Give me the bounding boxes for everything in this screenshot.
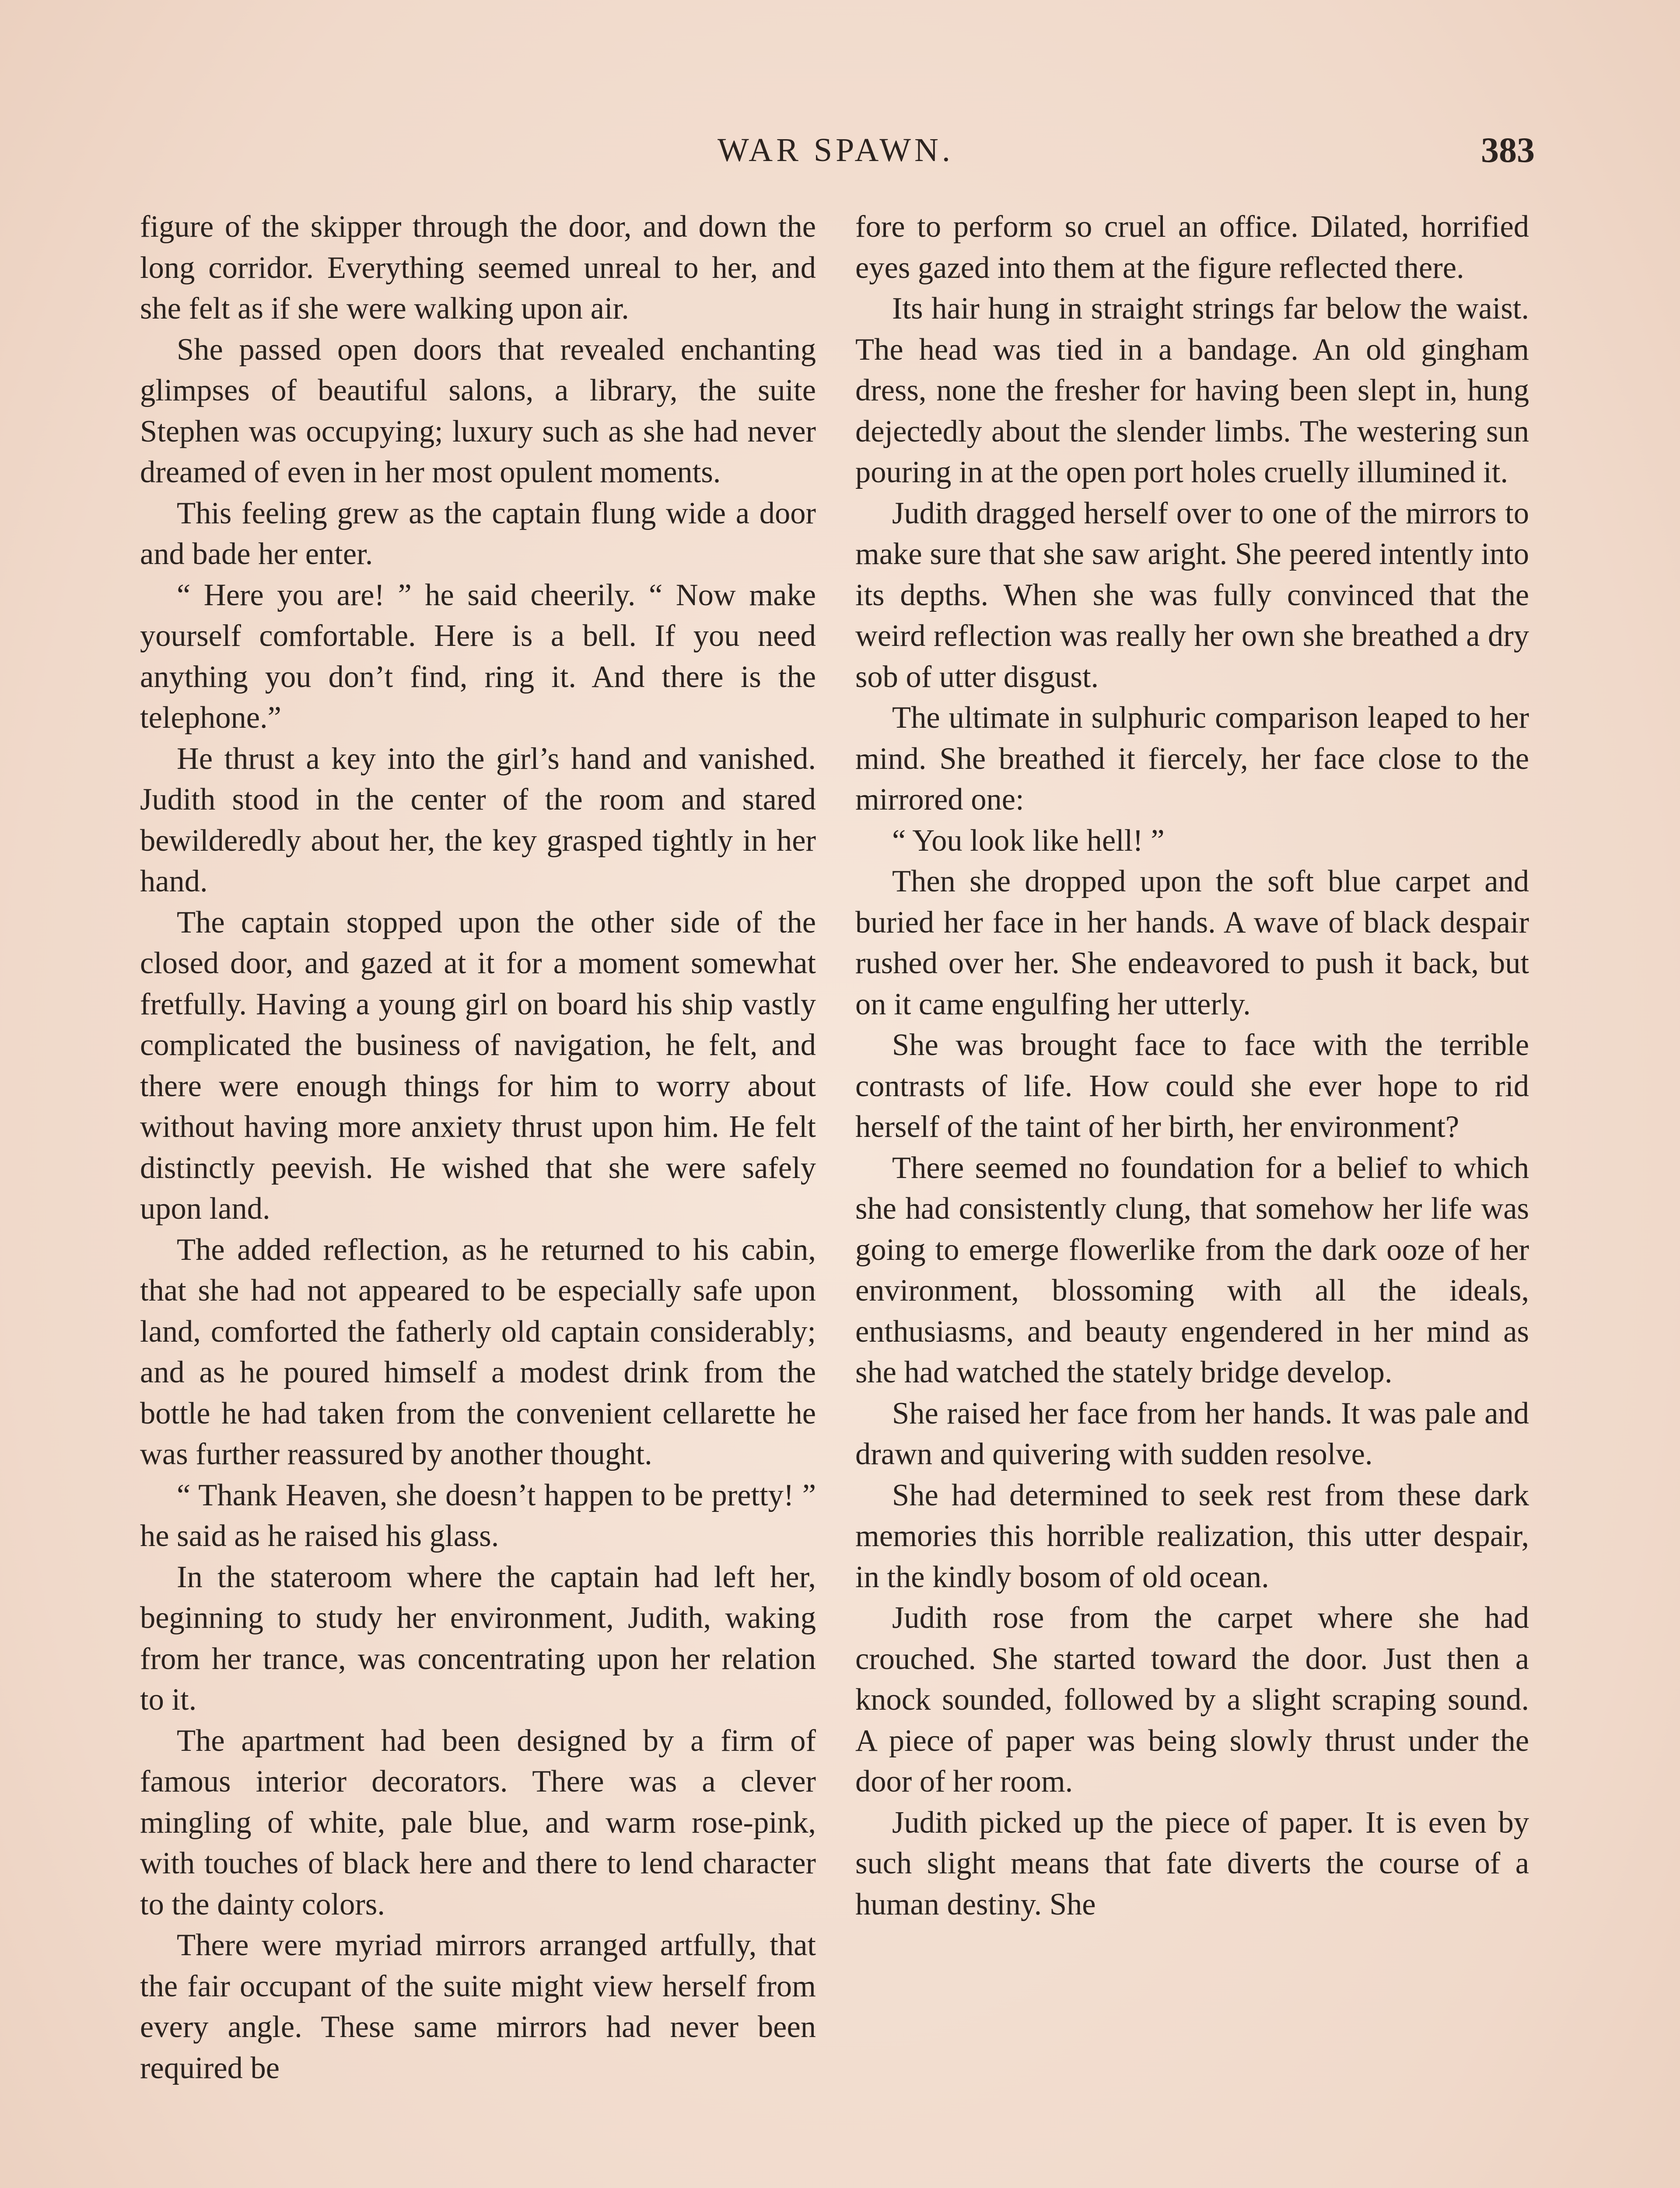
paragraph: She was brought face to face with the terrible contrasts of life. How could she ever hope to rid herself of the taint of her birth, her environment? (855, 1028, 1529, 1144)
paragraph: He thrust a key into the girl’s hand and vanished. Judith stood in the center of the room and stared bewilderedly about her, the key grasped tightly in her hand. (140, 741, 816, 898)
paragraph: Then she dropped upon the soft blue carpet and buried her face in her hands. A wave of black despair rushed over her. She endeavored to push it back, but on it came engulfing her utterly. (855, 864, 1529, 1021)
paragraph: In the stateroom where the captain had left her, beginning to study her environment, Judith, waking from her trance, was concentrating upon her relation to it. (140, 1560, 816, 1717)
paragraph: Judith dragged herself over to one of the mirrors to make sure that she saw aright. She peered intently into its depths. When she was fully convinced that the weird reflection was really her own she breathed a dry sob of utter disgust. (855, 496, 1529, 694)
paragraph: She had determined to seek rest from these dark memories this horrible realization, this utter despair, in the kindly bosom of old ocean. (855, 1478, 1529, 1594)
paragraph: figure of the skipper through the door, and down the long corridor. Everything seemed unreal to her, and she felt as if she were walking upon air. (140, 210, 816, 326)
paragraph: “ Here you are! ” he said cheerily. “ Now make yourself comfortable. Here is a bell. If you need anything you don’t find, ring it. And there is the telephone.” (140, 578, 816, 735)
paragraph: Judith picked up the piece of paper. It is even by such slight means that fate diverts the course of a human destiny. She (855, 1805, 1529, 1922)
paragraph: Judith rose from the carpet where she had crouched. She started toward the door. Just then a knock sounded, followed by a slight scraping sound. A piece of paper was being slowly thrust under the door of her room. (855, 1601, 1529, 1799)
paragraph: fore to perform so cruel an office. Dilated, horrified eyes gazed into them at the figure reflected there. (855, 210, 1529, 285)
paragraph: The added reflection, as he returned to his cabin, that she had not appeared to be especially safe upon land, comforted the fatherly old captain considerably; and as he poured himself a modest drink from the bottle he had taken from the convenient cellarette he was further reassured by another thought. (140, 1232, 816, 1471)
paragraph: “ You look like hell! ” (892, 823, 1165, 858)
paragraph: Its hair hung in straight strings far below the waist. The head was tied in a bandage. An old gingham dress, none the fresher for having been slept in, hung dejectedly about the slender limbs. The westering sun pouring in at the open port holes cruelly illumined it. (855, 291, 1529, 489)
paragraph: There seemed no foundation for a belief to which she had consistently clung, that somehow her life was going to emerge flowerlike from the dark ooze of her environment, blossoming with all the ideals, enthusiasms, and beauty engendered in her mind as she had watched the stately bridge develop. (855, 1150, 1529, 1389)
page-number: 383 (1481, 130, 1535, 170)
paragraph: She raised her face from her hands. It was pale and drawn and quivering with sudden resolve. (855, 1396, 1529, 1471)
right-text-column (855, 207, 1529, 1925)
paragraph: The ultimate in sulphuric comparison leaped to her mind. She breathed it fiercely, her face close to the mirrored one: (855, 701, 1529, 817)
paragraph: The captain stopped upon the other side of the closed door, and gazed at it for a moment somewhat fretfully. Having a young girl on board his ship vastly complicated the business of navigation, he felt, and there were enough things for him to worry about without having more anxiety thrust upon him. He felt distinctly peevish. He wished that she were safely upon land. (140, 905, 816, 1226)
paragraph: “ Thank Heaven, she doesn’t happen to be pretty! ” he said as he raised his glass. (140, 1478, 816, 1553)
paragraph: She passed open doors that revealed enchanting glimpses of beautiful salons, a library, the suite Stephen was occupying; luxury such as she had never dreamed of even in her most opulent moments. (140, 332, 816, 489)
paragraph: There were myriad mirrors arranged artfully, that the fair occupant of the suite might view herself from every angle. These same mirrors had never been required be (140, 1928, 816, 2085)
left-text-column (140, 207, 816, 2089)
paragraph: The apartment had been designed by a firm of famous interior decorators. There was a clever mingling of white, pale blue, and warm rose-pink, with touches of black here and there to lend character to the dainty colors. (140, 1723, 816, 1922)
running-title: WAR SPAWN. (718, 132, 954, 168)
paragraph: This feeling grew as the captain flung wide a door and bade her enter. (140, 496, 816, 571)
